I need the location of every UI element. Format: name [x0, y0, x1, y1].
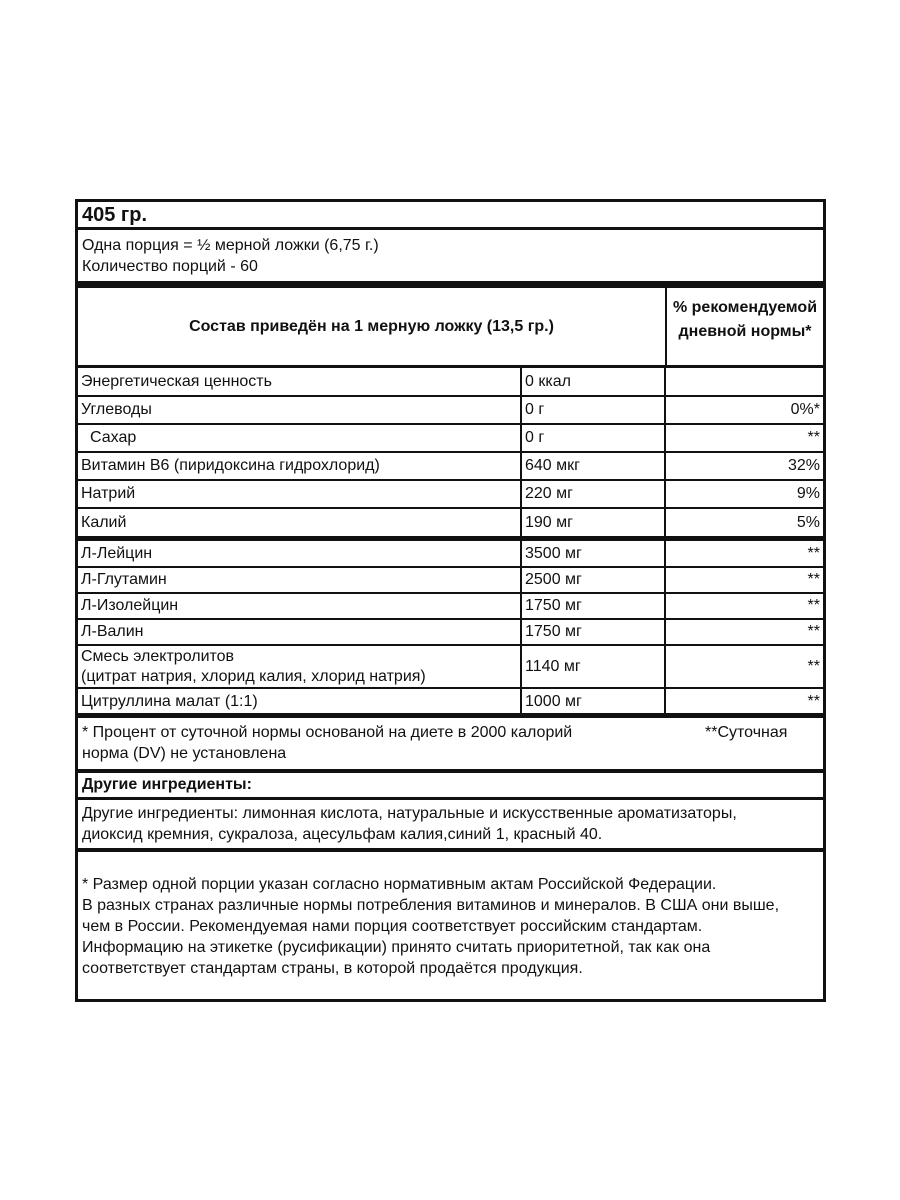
other-ingredients-heading: Другие ингредиенты: [78, 773, 823, 800]
nutrition-label [75, 199, 826, 1002]
table-row [78, 452, 823, 480]
servings-count: Количество порций - 60 [82, 258, 258, 275]
nutrient-name: Сахар [78, 424, 521, 452]
ingredient-amount: 2500 мг [521, 567, 665, 593]
dv-not-established-note: **Суточная [705, 724, 788, 741]
ingredient-dv: ** [807, 693, 820, 710]
serving-disclaimer: * Размер одной порции указан согласно нормативным актам Российской Федерации. В разных странах различные нормы потребления витаминов и минералов. В США они выше, чем в России. Рекомендуемая нами порция соответствует российским стандартам. Информацию на этикетке (русификации) принято считать приоритетной, так как она соответствует стандартам страны, в которой продаётся продукция. [82, 876, 780, 977]
serving-info [78, 230, 823, 281]
ingredient-name: Цитруллина малат (1:1) [78, 688, 521, 715]
nutrient-name: Калий [78, 508, 521, 536]
amino-acids-table [78, 541, 823, 715]
nutrient-dv: ** [665, 424, 823, 452]
table-row [78, 424, 823, 452]
ingredient-dv: ** [665, 541, 823, 567]
nutrient-amount: 190 мг [521, 508, 665, 536]
ingredient-dv: ** [665, 593, 823, 619]
nutrient-dv: 9% [665, 480, 823, 508]
nutrient-amount: 0 ккал [521, 368, 665, 396]
nutrient-name: Натрий [78, 480, 521, 508]
table-row [78, 368, 823, 396]
package-weight: 405 гр. [78, 202, 823, 230]
nutrient-amount: 640 мкг [521, 452, 665, 480]
ingredient-amount: 1750 мг [521, 619, 665, 645]
nutrient-dv: 0%* [665, 396, 823, 424]
table-row [78, 593, 823, 619]
nutrient-dv: 32% [665, 452, 823, 480]
ingredient-name: Л-Глутамин [78, 567, 521, 593]
table-row [78, 567, 823, 593]
ingredient-name: Смесь электролитов (цитрат натрия, хлорид калия, хлорид натрия) [78, 645, 521, 688]
table-row [78, 541, 823, 567]
ingredient-name: Л-Изолейцин [78, 593, 521, 619]
nutrient-amount: 220 мг [521, 480, 665, 508]
table-row [78, 688, 823, 715]
thick-divider [78, 848, 823, 852]
composition-header: Состав приведён на 1 мерную ложку (13,5 гр.) [78, 288, 667, 365]
table-row [78, 480, 823, 508]
ingredient-amount: 1000 мг [521, 688, 665, 715]
table-row [78, 396, 823, 424]
thick-divider [78, 281, 823, 288]
nutrients-table [78, 368, 823, 536]
ingredient-amount: 3500 мг [521, 541, 665, 567]
nutrient-name: Витамин В6 (пиридоксина гидрохлорид) [78, 452, 521, 480]
nutrient-amount: 0 г [521, 424, 665, 452]
nutrient-amount: 0 г [521, 396, 665, 424]
ingredient-amount: 1140 мг [521, 645, 665, 688]
ingredient-dv: ** [665, 645, 823, 688]
table-row [78, 645, 823, 688]
ingredient-dv: ** [665, 619, 823, 645]
nutrient-name: Энергетическая ценность [78, 368, 521, 396]
table-row [78, 619, 823, 645]
nutrient-name: Углеводы [78, 396, 521, 424]
ingredient-dv: ** [665, 567, 823, 593]
nutrient-dv: 5% [796, 513, 820, 531]
ingredient-name: Л-Лейцин [78, 541, 521, 567]
table-row [78, 508, 823, 536]
nutrient-dv [665, 368, 823, 396]
ingredient-name: Л-Валин [78, 619, 521, 645]
ingredient-amount: 1750 мг [521, 593, 665, 619]
table-header [78, 288, 823, 368]
other-ingredients-text: Другие ингредиенты: лимонная кислота, натуральные и искусственные ароматизаторы, диоксид кремния, сукралоза, ацесульфам калия,синий 1, красный 40. [82, 805, 737, 843]
serving-size: Одна порция = ½ мерной ложки (6,75 г.) [82, 237, 379, 254]
dv-footnote: * Процент от суточной нормы основаной на диете в 2000 калорий норма (DV) не установлена **Суточная [82, 724, 788, 762]
daily-value-header: % рекомендуемой дневной нормы* [672, 299, 818, 340]
